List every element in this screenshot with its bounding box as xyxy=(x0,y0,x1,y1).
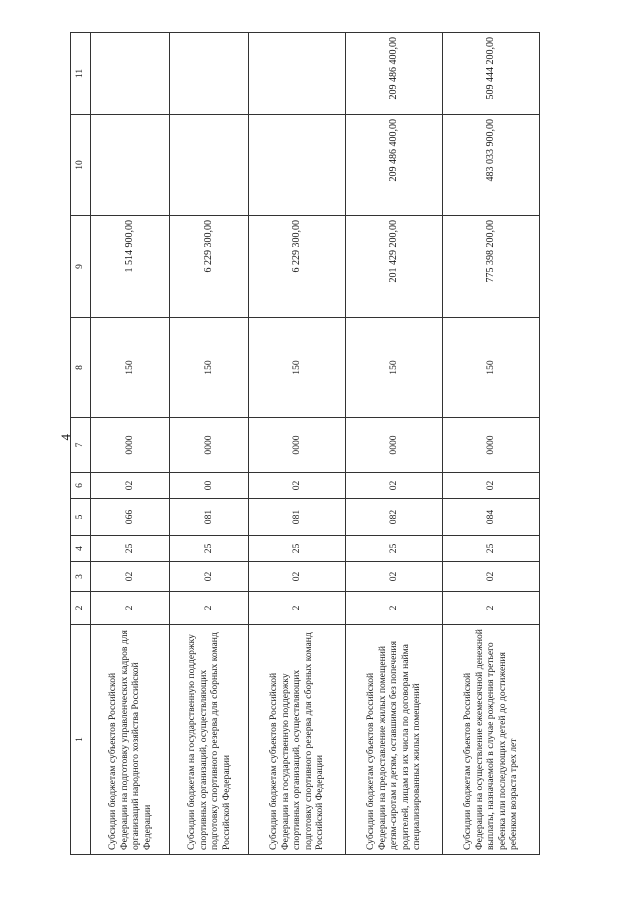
code-cell: 150 xyxy=(249,318,346,418)
code-cell: 081 xyxy=(170,499,249,536)
code-cell: 2 xyxy=(443,592,540,625)
amount-cell xyxy=(91,115,170,216)
subsidy-name: Субсидии бюджетам субъектов Российской Федерации на подготовку управленческих кадров для организаций народного хозяйства Российской Федерации xyxy=(91,625,170,855)
amount-cell xyxy=(170,33,249,115)
amount-cell: 6 229 300,00 xyxy=(249,216,346,318)
rotated-table-container xyxy=(70,33,540,855)
col-header: 2 xyxy=(71,592,91,625)
col-header: 3 xyxy=(71,562,91,592)
code-cell: 0000 xyxy=(91,418,170,473)
page-number: 4 xyxy=(58,434,73,441)
code-cell: 02 xyxy=(443,562,540,592)
code-cell: 25 xyxy=(346,536,443,562)
code-cell: 02 xyxy=(91,473,170,499)
table-row xyxy=(170,33,249,855)
amount-cell xyxy=(170,115,249,216)
table-row xyxy=(443,33,540,855)
amount-cell: 209 486 400,00 xyxy=(346,115,443,216)
code-cell: 0000 xyxy=(249,418,346,473)
table-row xyxy=(346,33,443,855)
code-cell: 25 xyxy=(91,536,170,562)
col-header: 9 xyxy=(71,216,91,318)
document-table-wrapper xyxy=(70,33,540,855)
code-cell: 25 xyxy=(170,536,249,562)
code-cell: 02 xyxy=(346,562,443,592)
col-header: 8 xyxy=(71,318,91,418)
amount-cell: 775 398 200,00 xyxy=(443,216,540,318)
code-cell: 066 xyxy=(91,499,170,536)
amount-cell xyxy=(249,33,346,115)
code-cell: 081 xyxy=(249,499,346,536)
amount-cell: 6 229 300,00 xyxy=(170,216,249,318)
code-cell: 02 xyxy=(170,562,249,592)
amount-cell: 201 429 200,00 xyxy=(346,216,443,318)
code-cell: 02 xyxy=(249,473,346,499)
code-cell: 082 xyxy=(346,499,443,536)
code-cell: 2 xyxy=(249,592,346,625)
code-cell: 150 xyxy=(346,318,443,418)
table-row xyxy=(91,33,170,855)
code-cell: 2 xyxy=(91,592,170,625)
code-cell: 0000 xyxy=(443,418,540,473)
code-cell: 2 xyxy=(346,592,443,625)
subsidy-name: Субсидии бюджетам субъектов Российской Федерации на государственную поддержку спортивных организаций, осуществляющих подготовку спортивного резерва для сборных команд Российской Федерации xyxy=(249,625,346,855)
amount-cell: 209 486 400,00 xyxy=(346,33,443,115)
code-cell: 0000 xyxy=(170,418,249,473)
amount-cell: 1 514 900,00 xyxy=(91,216,170,318)
code-cell: 00 xyxy=(170,473,249,499)
column-number-row xyxy=(71,33,91,855)
code-cell: 2 xyxy=(170,592,249,625)
code-cell: 02 xyxy=(346,473,443,499)
col-header: 5 xyxy=(71,499,91,536)
code-cell: 02 xyxy=(249,562,346,592)
subsidy-name: Субсидии бюджетам субъектов Российской Федерации на осуществление ежемесячной денежной выплаты, назначаемой в случае рождения третьего ребенка или последующих детей до достижения ребенком возраста трех лет xyxy=(443,625,540,855)
col-header: 1 xyxy=(71,625,91,855)
col-header: 6 xyxy=(71,473,91,499)
subsidies-table xyxy=(70,32,540,855)
code-cell: 02 xyxy=(443,473,540,499)
code-cell: 150 xyxy=(91,318,170,418)
col-header: 7 xyxy=(71,418,91,473)
subsidy-name: Субсидии бюджетам на государственную поддержку спортивных организаций, осуществляющих подготовку спортивного резерва для сборных команд Российской Федерации xyxy=(170,625,249,855)
table-row xyxy=(249,33,346,855)
amount-cell xyxy=(249,115,346,216)
code-cell: 02 xyxy=(91,562,170,592)
col-header: 10 xyxy=(71,115,91,216)
code-cell: 25 xyxy=(443,536,540,562)
amount-cell: 483 033 900,00 xyxy=(443,115,540,216)
amount-cell xyxy=(91,33,170,115)
code-cell: 084 xyxy=(443,499,540,536)
subsidy-name: Субсидии бюджетам субъектов Российской Федерации на предоставление жилых помещений детям-сиротам и детям, оставшимся без попечения родителей, лицам из их числа по договорам найма специализированных жилых помещений xyxy=(346,625,443,855)
col-header: 11 xyxy=(71,33,91,115)
code-cell: 150 xyxy=(170,318,249,418)
code-cell: 0000 xyxy=(346,418,443,473)
code-cell: 150 xyxy=(443,318,540,418)
col-header: 4 xyxy=(71,536,91,562)
amount-cell: 509 444 200,00 xyxy=(443,33,540,115)
code-cell: 25 xyxy=(249,536,346,562)
